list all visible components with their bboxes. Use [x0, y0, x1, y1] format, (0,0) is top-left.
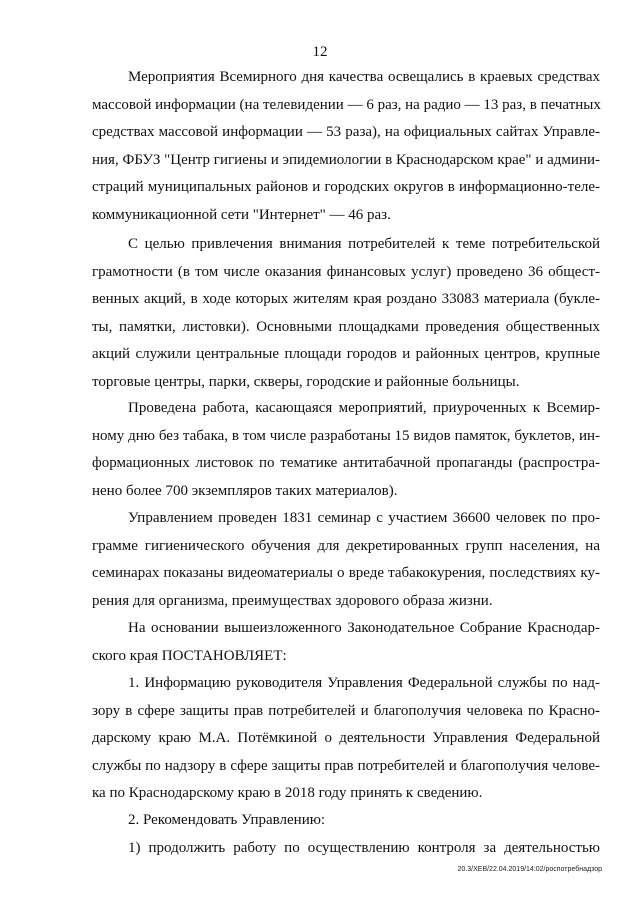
text-line: массовой информации (на телевидении — 6 раз, на радио — 13 раз, в печатных — [92, 96, 601, 113]
text-line: Проведена работа, касающаяся мероприятий, приуроченных к Всемир- — [128, 400, 600, 416]
paragraph-world-quality-day — [92, 64, 600, 229]
text-line: формационных листовок по тематике антитабачной пропаганды (распростра- — [92, 455, 600, 471]
document-body-3 — [92, 395, 600, 505]
document-footer-stamp: 20.3/ХЕВ/22.04.2019/14:02/роспотребнадзор — [457, 866, 602, 873]
text-line: коммуникационной сети "Интернет" — 46 раз. — [92, 206, 391, 223]
text-line: грамотности (в том числе оказания финансовых услуг) проведено 36 общест- — [92, 263, 600, 280]
text-line: венных акций, в ходе которых жителям края роздано 33083 материала (букле- — [92, 291, 600, 307]
text-line: 1) продолжить работу по осуществлению контроля за деятельностью — [128, 840, 600, 856]
paragraph-no-tobacco-day — [92, 395, 600, 505]
text-line: торговые центры, парки, скверы, городские и районные больницы. — [92, 373, 520, 390]
text-line: ты, памятки, листовки). Основными площадками проведения общественных — [92, 318, 600, 335]
text-line: грамме гигиенического обучения для декретированных групп населения, на — [92, 537, 600, 554]
text-line: 1. Информацию руководителя Управления Федеральной службы по над- — [128, 675, 600, 691]
document-body-7 — [92, 807, 600, 835]
paragraph-seminars — [92, 505, 600, 615]
paragraph-item-2 — [92, 807, 600, 835]
text-line: Мероприятия Всемирного дня качества освещались в краевых средствах — [128, 69, 600, 85]
text-line: ния, ФБУЗ "Центр гигиены и эпидемиологии в Краснодарском крае" и админи- — [92, 151, 600, 168]
paragraph-consumer-literacy — [92, 231, 600, 396]
text-line: зору в сфере защиты прав потребителей и благополучия человека по Красно- — [92, 702, 600, 719]
document-body-2 — [92, 231, 600, 396]
text-line: акций служили центральные площади городов и районных центров, крупные — [92, 346, 600, 362]
text-line: дарскому краю М.А. Потёмкиной о деятельности Управления Федеральной — [92, 730, 600, 746]
document-body-5 — [92, 615, 600, 670]
text-line: службы по надзору в сфере защиты прав потребителей и благополучия челове- — [92, 757, 600, 774]
text-line: 2. Рекомендовать Управлению: — [128, 812, 326, 828]
document-body-8 — [92, 835, 600, 863]
text-line: ному дню без табака, в том числе разработаны 15 видов памяток, буклетов, ин- — [92, 427, 600, 444]
document-body — [92, 64, 600, 229]
document-body-6 — [92, 670, 600, 808]
text-line: С целью привлечения внимания потребителей к теме потребительской — [128, 236, 600, 252]
paragraph-item-2-1 — [92, 835, 600, 863]
text-line: рения для организма, преимуществах здорового образа жизни. — [92, 592, 493, 609]
text-line: страций муниципальных районов и городских округов в информационно-теле- — [92, 179, 600, 195]
text-line: ка по Краснодарскому краю в 2018 году принять к сведению. — [92, 785, 483, 801]
text-line: нено более 700 экземпляров таких материалов). — [92, 482, 398, 499]
text-line: На основании вышеизложенного Законодательное Собрание Краснодар- — [128, 620, 600, 636]
text-line: ского края ПОСТАНОВЛЯЕТ: — [92, 647, 287, 664]
paragraph-resolution — [92, 615, 600, 670]
document-body-4 — [92, 505, 600, 615]
text-line: Управлением проведен 1831 семинар с участием 36600 человек по про- — [128, 510, 600, 526]
paragraph-item-1 — [92, 670, 600, 808]
page-number: 12 — [312, 44, 328, 60]
text-line: средствах массовой информации — 53 раза), на официальных сайтах Управле- — [92, 124, 600, 140]
text-line: семинарах показаны видеоматериалы о вреде табакокурения, последствиях ку- — [92, 565, 600, 581]
